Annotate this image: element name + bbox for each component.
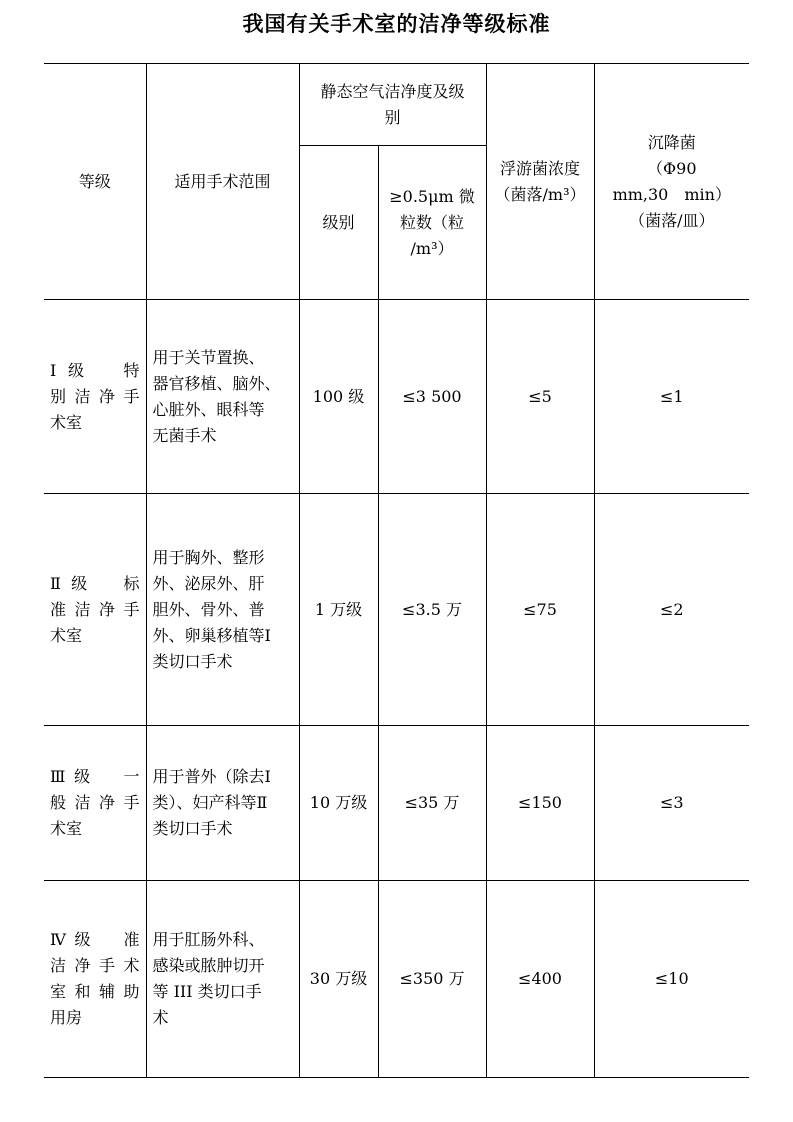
particles-cell: ≤3.5 万 [378, 494, 486, 726]
grade-cell [44, 881, 146, 1078]
scope-cell [146, 494, 299, 726]
grade-cell [44, 494, 146, 726]
header-row-top [44, 64, 749, 146]
header-grade: 等级 [44, 64, 146, 300]
grade-line: 术室 [50, 625, 83, 645]
scope-line: 胆外、骨外、普 [152, 599, 265, 619]
settling-cell: ≤3 [594, 726, 749, 881]
header-particles-line: 粒数（粒 [400, 212, 465, 232]
header-level: 级别 [299, 146, 378, 300]
grade-line: Ⅰ级 特 [50, 360, 140, 380]
level-cell: 100 级 [299, 300, 378, 494]
table-row [44, 726, 749, 881]
header-particles [378, 146, 486, 300]
header-static-air-line: 静态空气洁净度及级 [320, 81, 465, 101]
grade-cell [44, 726, 146, 881]
grade-line: 室和辅助 [50, 982, 140, 1001]
floating-cell: ≤150 [486, 726, 594, 881]
scope-line: 用于肛肠外科、 [152, 930, 265, 949]
scope-cell [146, 300, 299, 494]
scope-line: 心脏外、眼科等 [152, 399, 265, 419]
floating-cell: ≤5 [486, 300, 594, 494]
header-settling-line: （菌落/皿） [629, 210, 715, 230]
scope-line: 用于普外（除去Ⅰ [152, 767, 271, 786]
header-settling-line: （Φ90 [647, 158, 697, 178]
page-title: 我国有关手术室的洁净等级标准 [242, 11, 551, 36]
grade-line: 用房 [50, 1008, 83, 1027]
cleanliness-standards-table [44, 63, 749, 1078]
settling-cell: ≤10 [594, 881, 749, 1078]
floating-cell: ≤400 [486, 881, 594, 1078]
header-floating-line: （菌落/m³） [494, 184, 586, 204]
header-floating-bacteria [486, 64, 594, 300]
grade-line: 术室 [50, 819, 83, 838]
grade-line: Ⅳ级 准 [50, 930, 140, 949]
scope-line: 感染或脓肿切开 [152, 956, 265, 975]
level-cell: 30 万级 [299, 881, 378, 1078]
scope-line: 类切口手术 [152, 819, 233, 838]
grade-line: Ⅱ级 标 [50, 573, 140, 593]
scope-cell [146, 881, 299, 1078]
grade-line: 般洁净手 [50, 793, 140, 812]
header-settling-line: 沉降菌 [647, 132, 696, 152]
scope-line: 外、泌尿外、肝 [152, 573, 265, 593]
scope-line: 类切口手术 [152, 651, 233, 671]
scope-line: 用于关节置换、 [152, 347, 265, 367]
floating-cell: ≤75 [486, 494, 594, 726]
particles-cell: ≤3 500 [378, 300, 486, 494]
header-settling-line: mm,30 min） [612, 184, 731, 204]
table-row [44, 300, 749, 494]
level-cell: 10 万级 [299, 726, 378, 881]
scope-line: 无菌手术 [152, 425, 217, 445]
grade-cell [44, 300, 146, 494]
table-row [44, 881, 749, 1078]
header-particles-line: /m³） [410, 238, 454, 258]
header-settling-bacteria [594, 64, 749, 300]
header-static-air [299, 64, 486, 146]
grade-line: 别洁净手 [50, 386, 140, 406]
scope-line: 术 [152, 1008, 169, 1027]
scope-line: 等 III 类切口手 [152, 982, 262, 1001]
grade-line: Ⅲ级 一 [50, 767, 140, 786]
settling-cell: ≤1 [594, 300, 749, 494]
scope-line: 用于胸外、整形 [152, 547, 265, 567]
grade-line: 术室 [50, 412, 83, 432]
settling-cell: ≤2 [594, 494, 749, 726]
particles-cell: ≤350 万 [378, 881, 486, 1078]
level-cell: 1 万级 [299, 494, 378, 726]
grade-line: 准洁净手 [50, 599, 140, 619]
scope-line: 外、卵巢移植等Ⅰ [152, 625, 271, 645]
particles-cell: ≤35 万 [378, 726, 486, 881]
scope-line: 类）、妇产科等Ⅱ [152, 793, 268, 812]
scope-cell [146, 726, 299, 881]
scope-line: 器官移植、脑外、 [152, 373, 281, 393]
header-floating-line: 浮游菌浓度 [500, 158, 581, 178]
header-scope: 适用手术范围 [146, 64, 299, 300]
table-row [44, 494, 749, 726]
grade-line: 洁净手术 [50, 956, 140, 975]
header-particles-line: ≥0.5μm 微 [389, 186, 475, 206]
header-static-air-line: 别 [384, 107, 401, 127]
